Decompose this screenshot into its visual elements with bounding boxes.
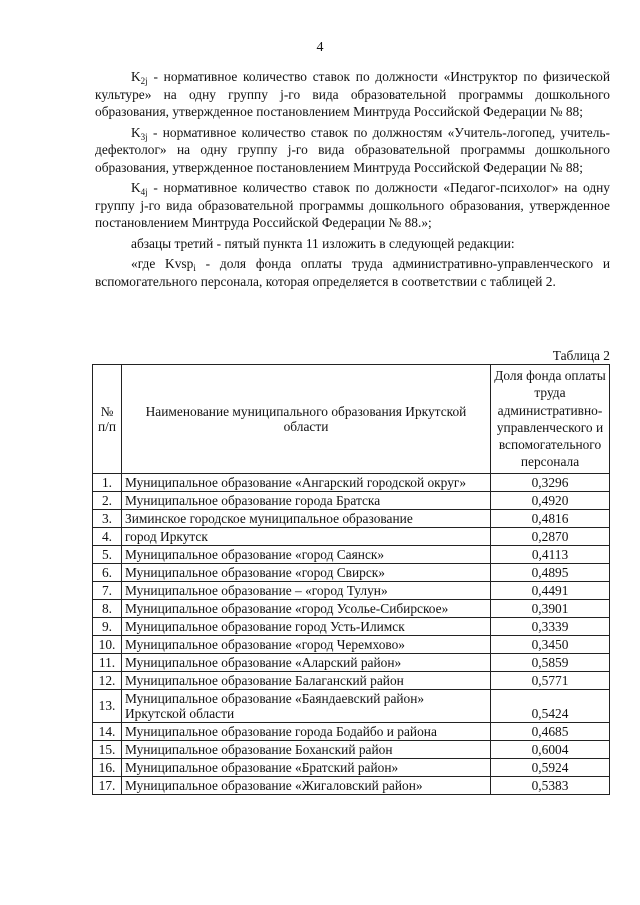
row-value: 0,3339 xyxy=(491,617,610,635)
row-num: 1. xyxy=(93,473,122,491)
row-name: Муниципальное образование «город Усолье-Сибирское» xyxy=(122,599,491,617)
row-name: Муниципальное образование – «город Тулун» xyxy=(122,581,491,599)
row-name: город Иркутск xyxy=(122,527,491,545)
row-value: 0,5924 xyxy=(491,758,610,776)
row-value: 0,2870 xyxy=(491,527,610,545)
row-num: 5. xyxy=(93,545,122,563)
table-row xyxy=(93,740,610,758)
row-num: 12. xyxy=(93,671,122,689)
table-row xyxy=(93,545,610,563)
table-row xyxy=(93,509,610,527)
row-num: 17. xyxy=(93,776,122,794)
row-value: 0,5771 xyxy=(491,671,610,689)
row-name: Муниципальное образование «город Черемхово» xyxy=(122,635,491,653)
paragraph-amendment: абзацы третий - пятый пункта 11 изложить в следующей редакции: xyxy=(131,235,515,251)
row-name: Муниципальное образование «Жигаловский район» xyxy=(122,776,491,794)
row-name: Муниципальное образование «Аларский район» xyxy=(122,653,491,671)
row-num: 9. xyxy=(93,617,122,635)
k3-symbol: K xyxy=(131,124,141,140)
row-value: 0,4895 xyxy=(491,563,610,581)
row-name: Зиминское городское муниципальное образование xyxy=(122,509,491,527)
table-row xyxy=(93,671,610,689)
table-header-row xyxy=(93,365,610,474)
row-value: 0,4816 xyxy=(491,509,610,527)
kvsp-symbol: «где Kvsp xyxy=(131,256,194,271)
table-row xyxy=(93,563,610,581)
row-num: 3. xyxy=(93,509,122,527)
row-num: 11. xyxy=(93,653,122,671)
row-name: Муниципальное образование Балаганский район xyxy=(122,671,491,689)
table-row xyxy=(93,473,610,491)
document-body xyxy=(95,68,610,290)
row-num: 16. xyxy=(93,758,122,776)
row-name: Муниципальное образование Боханский район xyxy=(122,740,491,758)
k2-text: - нормативное количество ставок по должности «Инструктор по физической культуре» на одну группу j-го вида образовательной программы дошкольного образования, утвержденное постановлением Минтруда Российской Федерации № 88; xyxy=(95,69,610,119)
k2-symbol: K xyxy=(131,69,141,84)
row-num: 13. xyxy=(93,689,122,722)
row-name: Муниципальное образование «Ангарский городской округ» xyxy=(122,473,491,491)
row-name: Муниципальное образование города Братска xyxy=(122,491,491,509)
row-num: 6. xyxy=(93,563,122,581)
row-name: Муниципальное образование город Усть-Илимск xyxy=(122,617,491,635)
k2-subscript: 2j xyxy=(140,76,148,86)
table-row xyxy=(93,635,610,653)
table-row xyxy=(93,758,610,776)
row-value: 0,4920 xyxy=(491,491,610,509)
row-num: 2. xyxy=(93,491,122,509)
kvsp-subscript: i xyxy=(193,263,196,273)
table-row xyxy=(93,617,610,635)
table-row xyxy=(93,722,610,740)
table-caption: Таблица 2 xyxy=(552,348,610,363)
row-name: Муниципальное образование «Баяндаевский район» Иркутской области xyxy=(122,689,491,722)
row-name: Муниципальное образование «город Саянск» xyxy=(122,545,491,563)
k3-subscript: 3j xyxy=(140,131,148,142)
header-value: Доля фонда оплаты труда административно-управленческого и вспомогательного персонала xyxy=(491,365,610,474)
row-num: 15. xyxy=(93,740,122,758)
row-num: 10. xyxy=(93,635,122,653)
table-row xyxy=(93,776,610,794)
k4-text: - нормативное количество ставок по должности «Педагог-психолог» на одну группу j-го вида образовательной программы дошкольного образования, утвержденное постановлением Минтруда Российской Федерации № 88.»; xyxy=(95,180,610,230)
row-name: Муниципальное образование «город Свирск» xyxy=(122,563,491,581)
row-value: 0,3901 xyxy=(491,599,610,617)
k4-subscript: 4j xyxy=(140,187,148,197)
page-number: 4 xyxy=(316,40,324,55)
row-num: 8. xyxy=(93,599,122,617)
header-num: № п/п xyxy=(93,365,122,474)
table-row xyxy=(93,581,610,599)
row-value: 0,4491 xyxy=(491,581,610,599)
row-value: 0,4113 xyxy=(491,545,610,563)
row-num: 4. xyxy=(93,527,122,545)
row-value: 0,3296 xyxy=(491,473,610,491)
row-value: 0,5383 xyxy=(491,776,610,794)
table-row xyxy=(93,653,610,671)
paragraph-k2 xyxy=(95,68,610,121)
row-name: Муниципальное образование «Братский район» xyxy=(122,758,491,776)
ratio-table xyxy=(92,364,610,795)
table-row xyxy=(93,491,610,509)
k3-text: - нормативное количество ставок по должностям «Учитель-логопед, учитель-дефектолог» на одну группу j-го вида образовательной программы дошкольного образования, утвержденное постановлением Минтруда Российской Федерации № 88; xyxy=(95,124,610,175)
kvsp-text: - доля фонда оплаты труда административно-управленческого и вспомогательного персонала, которая определяется в соответствии с таблицей 2. xyxy=(95,256,610,289)
table-body xyxy=(93,473,610,794)
row-value: 0,4685 xyxy=(491,722,610,740)
row-num: 14. xyxy=(93,722,122,740)
row-value: 0,6004 xyxy=(491,740,610,758)
row-num: 7. xyxy=(93,581,122,599)
header-name: Наименование муниципального образования Иркутской области xyxy=(122,365,491,474)
paragraph-kvsp xyxy=(95,255,610,290)
table-row xyxy=(93,689,610,722)
row-value: 0,5424 xyxy=(491,689,610,722)
paragraph-k3 xyxy=(95,124,610,177)
k4-symbol: K xyxy=(131,180,141,195)
table-row xyxy=(93,527,610,545)
table-row xyxy=(93,599,610,617)
row-value: 0,5859 xyxy=(491,653,610,671)
paragraph-k4 xyxy=(95,179,610,232)
row-value: 0,3450 xyxy=(491,635,610,653)
row-name: Муниципальное образование города Бодайбо и района xyxy=(122,722,491,740)
